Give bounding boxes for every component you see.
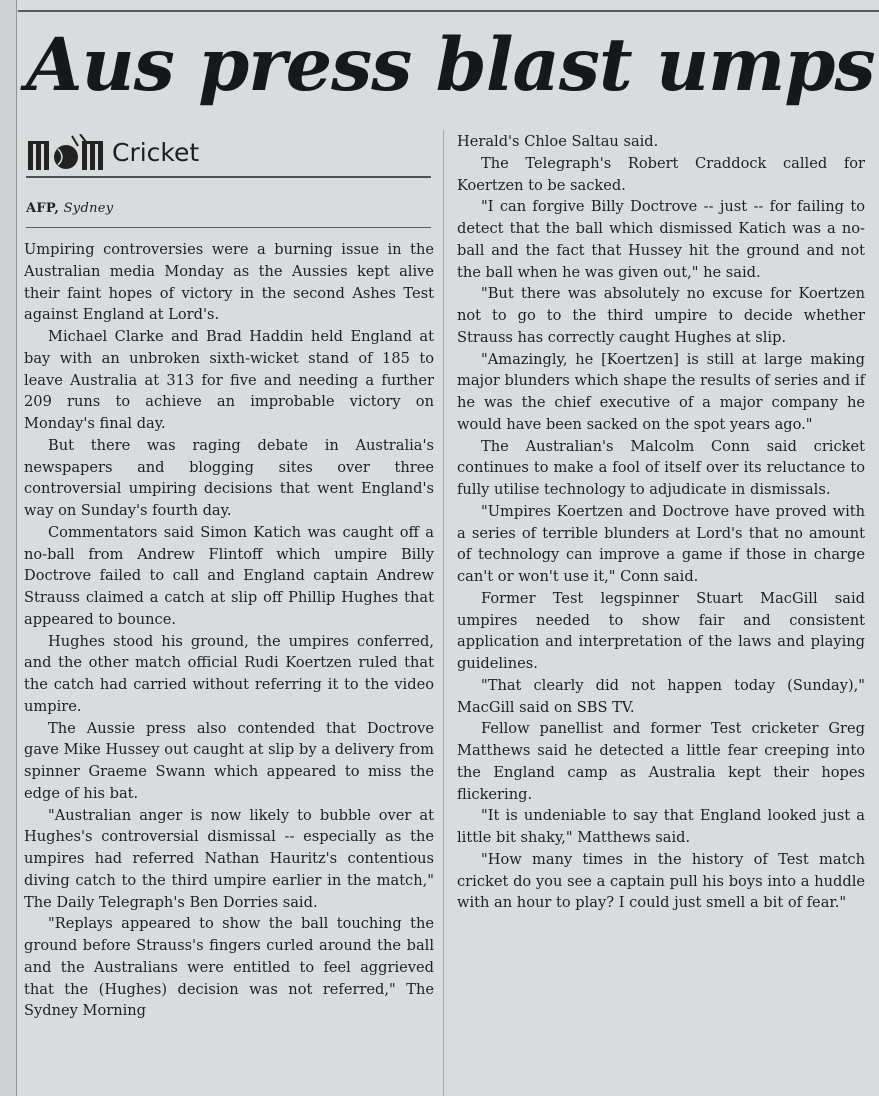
byline — [26, 198, 113, 220]
byline-rule — [26, 227, 431, 228]
paragraph: Hughes stood his ground, the umpires conferred, and the other match official Rudi Koertzen ruled that the catch had carried without referring it to the video umpire. — [24, 632, 434, 715]
paragraph: The Australian's Malcolm Conn said cricket continues to make a fool of itself over its reluctance to fully utilise technology to adjudicate in dismissals. — [457, 437, 865, 498]
paragraph: "Australian anger is now likely to bubble over at Hughes's controversial dismissal -- especially as the umpires had referred Nathan Hauritz's contentious diving catch to the third umpire earlier in the match," The Daily Telegraph's Ben Dorries said. — [24, 806, 434, 911]
paragraph: The Aussie press also contended that Doctrove gave Mike Hussey out caught at slip by a delivery from spinner Graeme Swann which appeared to miss the edge of his bat. — [24, 719, 434, 802]
article-column-left — [24, 239, 434, 1022]
byline-agency: AFP, — [26, 201, 60, 216]
paragraph: Fellow panellist and former Test cricketer Greg Matthews said he detected a little fear creeping into the England camp as Australia kept their hopes flickering. — [457, 720, 865, 803]
paragraph: "It is undeniable to say that England looked just a little bit shaky," Matthews said. — [457, 807, 865, 846]
paragraph: "How many times in the history of Test match cricket do you see a captain pull his boys into a huddle with an hour to play? I could just smell a bit of fear." — [457, 850, 865, 912]
paragraph: "But there was absolutely no excuse for Koertzen not to go to the third umpire to decide whether Strauss has correctly caught Hughes at slip. — [457, 285, 865, 346]
paragraph: The Telegraph's Robert Craddock called for Koertzen to be sacked. — [457, 154, 865, 194]
paragraph: "I can forgive Billy Doctrove -- just -- for failing to detect that the ball which dismissed Katich was a no-ball and the fact that Hussey hit the ground and not the ball when he was given out," he said. — [457, 198, 865, 281]
section-tag — [26, 130, 431, 178]
paragraph: Michael Clarke and Brad Haddin held England at bay with an unbroken sixth-wicket stand of 185 to leave Australia at 313 for five and needing a further 209 runs to achieve an improbable victory on Monday's final day. — [24, 328, 434, 432]
paragraph: "Umpires Koertzen and Doctrove have proved with a series of terrible blunders at Lord's that no amount of technology can improve a game if those in charge can't or won't use it," Conn said. — [457, 502, 865, 585]
paragraph: "Replays appeared to show the ball touching the ground before Strauss's fingers curled around the ball and the Australians were entitled to feel aggrieved that the (Hughes) decision was not referred," The Sydney Morning — [24, 915, 434, 1020]
paragraph: Commentators said Simon Katich was caught off a no-ball from Andrew Flintoff which umpire Billy Doctrove failed to call and England captain Andrew Strauss claimed a catch at slip off Phillip Hughes that appeared to bounce. — [24, 523, 434, 628]
paragraph: Umpiring controversies were a burning issue in the Australian media Monday as the Aussies kept alive their faint hopes of victory in the second Ashes Test against England at Lord's. — [24, 241, 434, 324]
page-margin — [0, 0, 17, 1096]
column-divider — [443, 130, 444, 1096]
headline: Aus press blast umps — [26, 22, 875, 108]
paragraph: Former Test legspinner Stuart MacGill said umpires needed to show fair and consistent application and interpretation of the laws and playing guidelines. — [457, 589, 865, 672]
byline-city: Sydney — [63, 201, 114, 216]
top-rule — [18, 10, 879, 12]
paragraph: Herald's Chloe Saltau said. — [457, 133, 659, 150]
paragraph: But there was raging debate in Australia's newspapers and blogging sites over three controversial umpiring decisions that went England's way on Sunday's fourth day. — [24, 436, 434, 519]
paragraph: "That clearly did not happen today (Sunday)," MacGill said on SBS TV. — [457, 676, 865, 716]
article-column-right — [457, 131, 865, 914]
cricket-icon — [28, 134, 108, 172]
paragraph: "Amazingly, he [Koertzen] is still at large making major blunders which shape the results of series and if he was the chief executive of a major company he would have been sacked on the spot years ago." — [457, 350, 865, 433]
section-label: Cricket — [112, 138, 200, 167]
